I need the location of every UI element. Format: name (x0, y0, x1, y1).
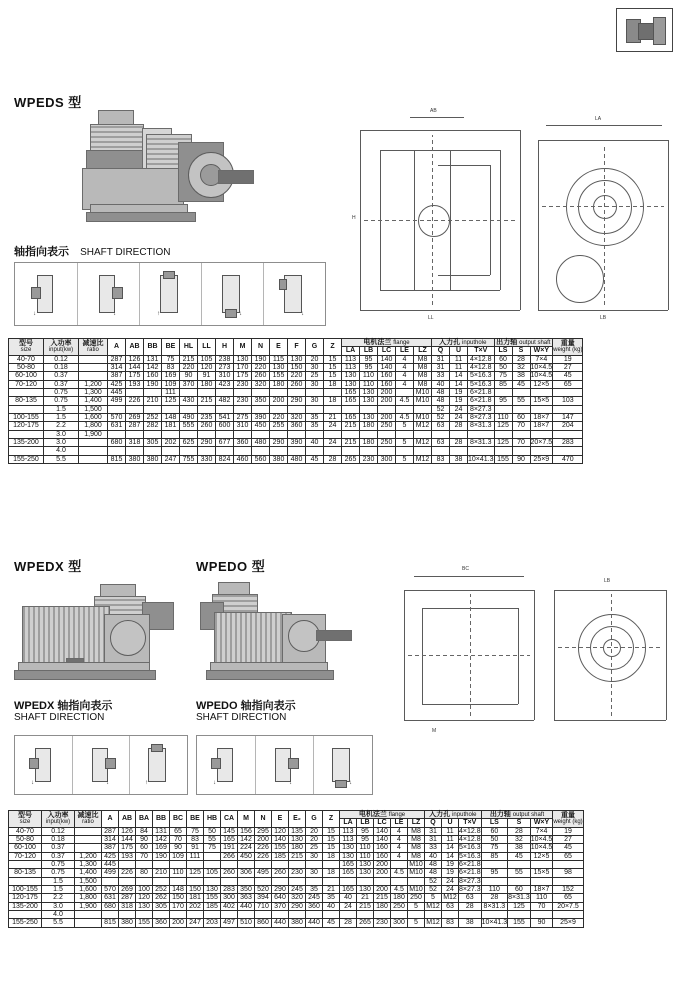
section-title-wpedx: WPEDX 型 (14, 559, 82, 574)
table-row: 60-100 0.37 387 175 160 169 90 91 310 175 260 155 220 25 15 130 110 160 4 M8 33 14 5×16.3 75 38 10×4.5 45 (9, 372, 583, 380)
table-row: 40-70 0.12 287 126 131 75 215 105 238 130 190 115 130 20 15 113 95 140 4 M8 31 11 4×12.8 60 28 7×4 19 (9, 355, 583, 363)
wpedxo-spec-table: 型号 size 入功率 input(kw) 减速比 ratio A AB BA BB BC BE HB CA M N E E₂ G Z 电机法兰 flange 入力孔 inputhole 出力轴 output shaft 重量 weight (kg) LA LB LC LE LZ Q U T×V LS S W×Y 40-70 0.12 287 126 84 131 65 75 50 145 156 295 120 135 20 15 113 95 140 4 M8 31 11 4×12.8 60 28 7×4 19 50-80 0.18 314 144 90 142 70 83 55 165 142 200 140 130 20 15 113 95 140 4 M8 31 11 4×12.8 50 32 10×4.5 27 60-100 0.37 387 175 60 169 90 91 75 191 224 226 155 180 25 15 130 110 160 4 M8 33 14 5×16.3 75 38 10×4.5 45 70-120 0.37 1,200 425 193 70 190 109 111 266 450 226 185 215 30 18 130 110 160 4 M8 40 14 5×16.3 85 45 12×5 65 0.75 1,300 445 165 130 200 M10 48 19 6×21.8 80-135 0.75 1,400 499 226 80 210 110 125 105 260 306 495 260 230 30 18 165 130 200 4.5 M10 48 19 6×21.8 95 55 15×5 98 1.5 1,500 52 24 8×27.3 100-155 1.5 1,600 570 269 100 252 148 150 130 283 350 520 290 245 35 21 165 130 200 4.5 M10 52 24 8×27.3 110 60 18×7 152 120-175 2.2 1,800 631 287 120 262 150 181 155 300 363 394 640 320 245 35 40 21 215 180 250 5 M12 63 28 8×31.3 110 65 135-200 3.0 1,900 680 318 130 305 170 202 185 402 440 710 370 290 360 40 24 215 180 250 5 M12 63 28 8×31.3 125 70 20×7.5 4.0 155-250 5.5 815 380 155 360 200 247 203 497 510 860 440 380 440 45 28 265 230 300 5 M12 83 38 10×41.3 155 90 25×9 (8, 810, 584, 928)
shaft-direction-cn-x: WPEDX 轴指向表示 (14, 700, 113, 712)
table-row: 40-70 0.12 287 126 84 131 65 75 50 145 156 295 120 135 20 15 113 95 140 4 M8 31 11 4×12.8 60 28 7×4 19 (9, 827, 584, 835)
table-row: 0.75 1,300 445 111 165 130 200 M10 48 19 6×21.8 (9, 389, 583, 397)
table-row: 80-135 0.75 1,400 499 226 80 210 110 125 105 260 306 495 260 230 30 18 165 130 200 4.5 M10 48 19 6×21.8 95 55 15×5 98 (9, 869, 584, 877)
section-title-wpedo: WPEDO 型 (196, 559, 266, 574)
table-row: 70-120 0.37 1,200 425 193 70 190 109 111 266 450 226 185 215 30 18 130 110 160 4 M8 40 14 5×16.3 85 45 12×5 65 (9, 852, 584, 860)
table-row: 80-135 0.75 1,400 499 226 210 125 430 215 482 230 350 200 290 30 18 165 130 200 4.5 M10 48 19 6×21.8 95 55 15×5 103 (9, 397, 583, 405)
table-row: 155-250 5.5 815 380 155 360 200 247 203 497 510 860 440 380 440 45 28 265 230 300 5 M12 83 38 10×41.3 155 90 25×9 (9, 919, 584, 927)
table-row: 100-155 1.5 1,600 570 269 100 252 148 150 130 283 350 520 290 245 35 21 165 130 200 4.5 M10 52 24 8×27.3 110 60 18×7 152 (9, 886, 584, 894)
table-row: 3.0 1,900 (9, 430, 583, 438)
shaft-direction-title-1 (14, 243, 170, 259)
shaft-direction-en-o: SHAFT DIRECTION (196, 712, 287, 723)
table-row: 0.75 1,300 445 165 130 200 M10 48 19 6×21.8 (9, 861, 584, 869)
wpedo-product-illustration (196, 580, 356, 685)
shaft-direction-en-x: SHAFT DIRECTION (14, 712, 105, 723)
table-row: 155-250 5.5 815 380 380 247 755 330 824 460 560 380 480 45 28 265 230 300 5 M12 83 38 10×41.3 155 90 25×9 470 (9, 455, 583, 463)
table-row: 60-100 0.37 387 175 60 169 90 91 75 191 224 226 155 180 25 15 130 110 160 4 M8 33 14 5×16.3 75 38 10×4.5 45 (9, 844, 584, 852)
shaft-direction-title-o (196, 697, 296, 713)
shaft-direction-title-x (14, 697, 112, 713)
table-row: 1.5 1,500 52 24 8×27.3 (9, 405, 583, 413)
table-row: 120-175 2.2 1,800 631 287 282 181 555 260 600 310 450 255 360 35 24 215 180 250 5 M12 63 28 8×31.3 125 70 18×7 204 (9, 422, 583, 430)
table-row: 120-175 2.2 1,800 631 287 120 262 150 181 155 300 363 394 640 320 245 35 40 21 215 180 250 5 M12 63 28 8×31.3 110 65 (9, 894, 584, 902)
section-title-wpeds: WPEDS 型 (14, 95, 82, 110)
table-row: 135-200 3.0 680 318 305 202 625 290 677 360 480 290 390 40 24 215 180 250 5 M12 63 28 8×31.3 125 70 20×7.5 283 (9, 439, 583, 447)
shaft-direction-strip-1: ↓ ↓ ↑ ↓ ↓ (14, 262, 326, 326)
wpedx-product-illustration (14, 580, 189, 685)
table-row: 1.5 1,500 52 24 8×27.3 (9, 877, 584, 885)
table-row: 50-80 0.18 314 144 142 83 220 120 273 170 220 130 150 30 15 113 95 140 4 M8 31 11 4×12.8 50 32 10×4.5 27 (9, 364, 583, 372)
gearbox-icon (624, 15, 666, 45)
table-row: 50-80 0.18 314 144 90 142 70 83 55 165 142 200 140 130 20 15 113 95 140 4 M8 31 11 4×12.8 50 32 10×4.5 27 (9, 836, 584, 844)
table-row: 100-155 1.5 1,600 570 269 252 148 490 235 541 275 390 220 320 35 21 165 130 200 4.5 M10 52 24 8×27.3 110 60 18×7 147 (9, 414, 583, 422)
wpeds-spec-table: 型号 size 入功率 input(kw) 减速比 ratio A AB BB BE HL LL H M N E F G Z 电机法兰 flange 入力孔 inputhole 出力轴 output shaft 重量 weight (kg) LA LB LC LE LZ Q U T×V LS S W×Y 40-70 0.12 287 126 131 75 215 105 238 130 190 115 130 20 15 113 95 140 4 M8 31 11 4×12.8 60 28 7×4 19 50-80 0.18 314 144 142 83 220 120 273 170 220 130 150 30 15 113 95 140 4 M8 31 11 4×12.8 50 32 10×4.5 27 60-100 0.37 387 175 160 169 90 91 310 175 260 155 220 25 15 130 110 160 4 M8 33 14 5×16.3 75 38 10×4.5 45 70-120 0.37 1,200 425 193 190 109 370 180 423 230 320 180 260 30 18 130 110 160 4 M8 40 14 5×16.3 85 45 12×5 65 0.75 1,300 445 111 165 130 200 M10 48 19 6×21.8 80-135 0.75 1,400 499 226 210 125 430 215 482 230 350 200 290 30 18 165 130 200 4.5 M10 48 19 6×21.8 95 55 15×5 103 1.5 1,500 52 24 8×27.3 100-155 1.5 1,600 570 269 252 148 490 235 541 275 390 220 320 35 21 165 130 200 4.5 M10 52 24 8×27.3 110 60 18×7 147 120-175 2.2 1,800 631 287 282 181 555 260 600 310 450 255 360 35 24 215 180 250 5 M12 63 28 8×31.3 125 70 18×7 204 3.0 1,900 135-200 3.0 680 318 305 202 625 290 677 360 480 290 390 40 24 215 180 250 5 M12 63 28 8×31.3 125 70 20×7.5 283 4.0 155-250 5.5 815 380 380 247 755 330 824 460 560 380 480 45 28 265 230 300 5 M12 83 38 10×41.3 155 90 25×9 470 (8, 338, 583, 464)
shaft-direction-strip-x: ↓ ↓ ↑ (14, 735, 188, 795)
wpeds-product-illustration (60, 108, 260, 228)
product-logo (616, 8, 673, 52)
wpeds-dimension-drawing: AB H LL LA LB (350, 105, 675, 330)
table-row: 70-120 0.37 1,200 425 193 190 109 370 180 423 230 320 180 260 30 18 130 110 160 4 M8 40 14 5×16.3 85 45 12×5 65 (9, 380, 583, 388)
shaft-direction-en-1: SHAFT DIRECTION (80, 247, 171, 258)
shaft-direction-cn-1: 轴指向表示 (14, 246, 69, 258)
shaft-direction-strip-o: ↓ ↓ ↓ (196, 735, 373, 795)
shaft-direction-cn-o: WPEDO 轴指向表示 (196, 700, 296, 712)
wpedxo-dimension-drawing: BC LB M (392, 560, 677, 750)
table-row: 135-200 3.0 1,900 680 318 130 305 170 202 185 402 440 710 370 290 360 40 24 215 180 250 5 M12 63 28 8×31.3 125 70 20×7.5 (9, 902, 584, 910)
table-row: 4.0 (9, 447, 583, 455)
table-row: 4.0 (9, 911, 584, 919)
